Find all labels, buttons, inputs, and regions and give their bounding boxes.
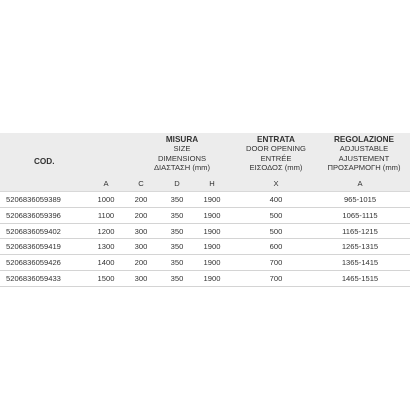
cell-cod: 5206836059419 xyxy=(6,242,61,252)
cell-c: 200 xyxy=(134,195,148,204)
cell-h: 1900 xyxy=(203,242,221,252)
header-misura-line-3: DIMENSIONS xyxy=(157,153,207,163)
header-letter-x: X xyxy=(273,179,279,188)
cell-a: 1500 xyxy=(97,273,115,283)
table-row xyxy=(0,255,410,271)
header-entrata-line-4: ΕΙΣΟΔΟΣ (mm) xyxy=(249,163,303,173)
header-entrata-line-2: DOOR OPENING xyxy=(246,144,306,154)
header-cod: COD. xyxy=(34,157,55,166)
cell-c: 300 xyxy=(134,226,148,236)
cell-regolazione: 1265-1315 xyxy=(341,242,379,252)
cell-h: 1900 xyxy=(203,258,221,268)
cell-d: 350 xyxy=(170,242,184,252)
cell-cod: 5206836059389 xyxy=(6,195,61,204)
cell-a: 1100 xyxy=(97,210,115,220)
cell-cod: 5206836059433 xyxy=(6,273,61,283)
cell-x: 400 xyxy=(269,195,283,204)
table-row xyxy=(0,208,410,224)
cell-x: 700 xyxy=(269,258,283,268)
cell-cod: 5206836059402 xyxy=(6,226,61,236)
header-entrata-line-1: ENTRATA xyxy=(257,135,295,144)
cell-x: 500 xyxy=(269,226,283,236)
header-regolazione xyxy=(318,133,410,173)
cell-regolazione: 1165-1215 xyxy=(342,226,378,236)
header-letter-h: H xyxy=(209,179,215,188)
table-row xyxy=(0,271,410,287)
cell-h: 1900 xyxy=(203,226,221,236)
header-misura-line-1: MISURA xyxy=(165,135,199,144)
cell-c: 300 xyxy=(134,273,148,283)
cell-d: 350 xyxy=(170,210,184,220)
cell-h: 1900 xyxy=(203,195,221,204)
header-misura xyxy=(130,133,234,173)
header-letter-reg: A xyxy=(357,179,363,188)
cell-cod: 5206836059396 xyxy=(6,210,61,220)
cell-x: 700 xyxy=(269,273,283,283)
header-letter-d: D xyxy=(174,179,180,188)
cell-x: 500 xyxy=(269,210,283,220)
cell-regolazione: 1465-1515 xyxy=(341,273,379,283)
cell-c: 200 xyxy=(134,210,148,220)
cell-regolazione: 1365-1415 xyxy=(341,258,379,268)
cell-x: 600 xyxy=(269,242,283,252)
header-letter-c: C xyxy=(138,179,144,188)
header-regolazione-line-1: REGOLAZIONE xyxy=(333,135,395,144)
table-header xyxy=(0,133,410,192)
table-row xyxy=(0,224,410,240)
table-row xyxy=(0,192,410,208)
cell-d: 350 xyxy=(170,195,184,204)
product-table xyxy=(0,133,410,287)
cell-a: 1200 xyxy=(97,226,115,236)
header-entrata-line-3: ENTRÉE xyxy=(260,153,292,163)
cell-a: 1300 xyxy=(97,242,115,252)
header-entrata xyxy=(240,133,312,173)
header-regolazione-line-4: ΠΡΟΣΑΡΜΟΓΗ (mm) xyxy=(327,163,401,173)
cell-c: 200 xyxy=(134,258,148,268)
header-letter-a: A xyxy=(103,179,109,188)
table-row xyxy=(0,239,410,255)
cell-d: 350 xyxy=(170,273,184,283)
cell-a: 1000 xyxy=(97,195,115,204)
header-regolazione-line-2: ADJUSTABLE xyxy=(339,144,389,154)
cell-cod: 5206836059426 xyxy=(6,258,61,268)
cell-h: 1900 xyxy=(203,273,221,283)
header-regolazione-line-3: AJUSTEMENT xyxy=(338,153,390,163)
header-misura-line-4: ΔΙΑΣΤΑΣΗ (mm) xyxy=(153,163,211,173)
header-misura-line-2: SIZE xyxy=(173,144,191,154)
cell-regolazione: 1065-1115 xyxy=(342,210,378,220)
cell-a: 1400 xyxy=(97,258,115,268)
cell-d: 350 xyxy=(170,226,184,236)
cell-d: 350 xyxy=(170,258,184,268)
header-letters xyxy=(0,179,410,190)
cell-regolazione: 965-1015 xyxy=(343,195,377,204)
cell-h: 1900 xyxy=(203,210,221,220)
cell-c: 300 xyxy=(134,242,148,252)
